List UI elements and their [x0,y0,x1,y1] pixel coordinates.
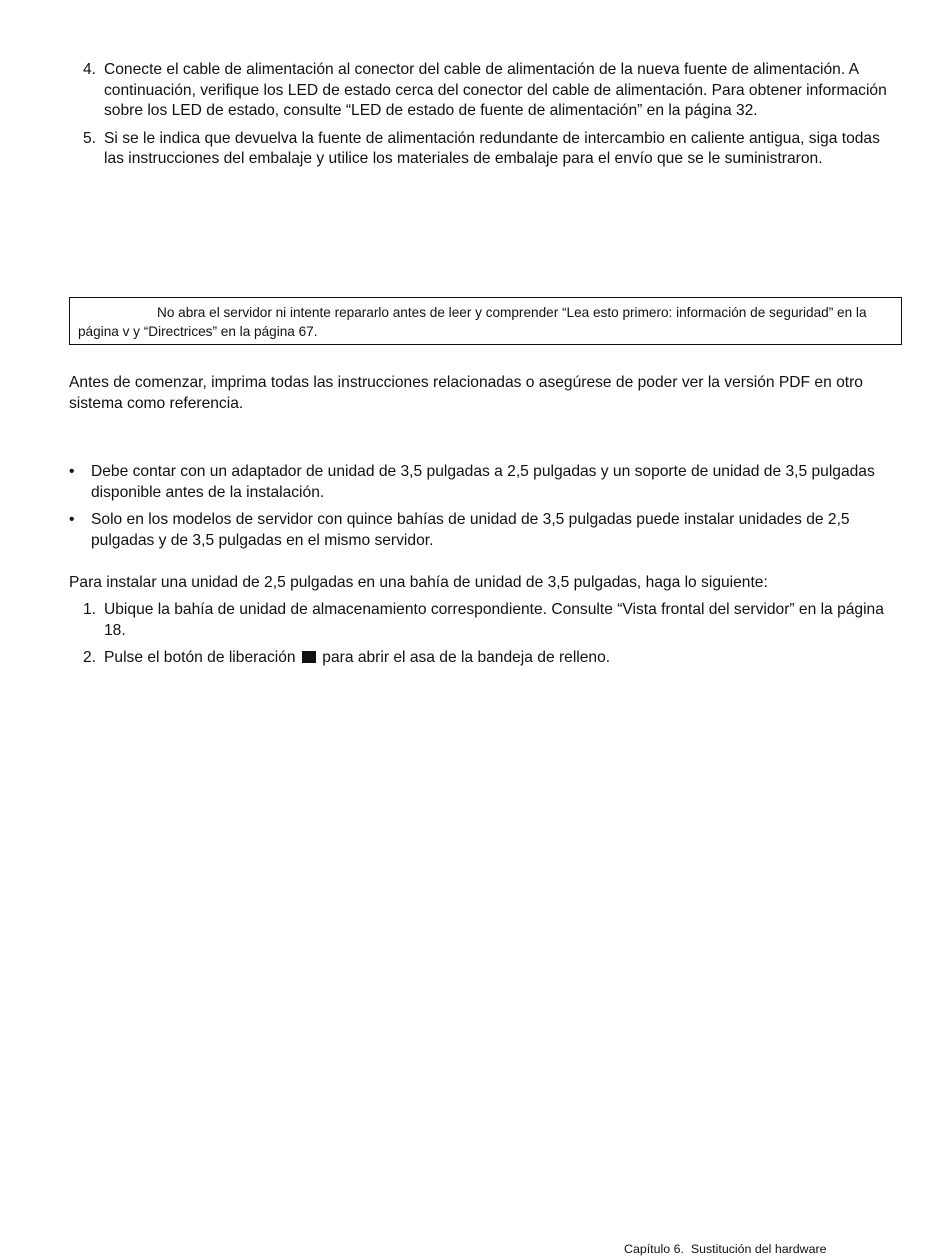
steps-top-list [69,60,901,177]
step-text: Ubique la bahía de unidad de almacenamiento correspondiente. Consulte “Vista frontal del servidor” en la página 18. [104,601,884,639]
steps-bottom-list [69,600,901,676]
safety-notice-box [69,297,902,345]
requirements-list [69,462,909,558]
page-footer [624,1242,827,1257]
step-text-before: Pulse el botón de liberación [104,649,296,667]
list-item [69,600,901,641]
footer-chapter: Capítulo 6. [624,1242,684,1256]
release-button-icon [302,651,316,663]
bullet-icon: • [69,463,75,480]
step-text: Si se le indica que devuelva la fuente de alimentación redundante de intercambio en caliente antigua, siga todas las instrucciones del embalaje y utilice los materiales de embalaje para el envío que se le suministraron. [104,129,880,168]
list-item [69,462,909,503]
step-number: 5. [82,129,96,147]
notice-text: No abra el servidor ni intente repararlo antes de leer y comprender “Lea esto primero: información de seguridad” en la página v y “Directrices” en la página 67. [78,305,867,339]
step-text: Conecte el cable de alimentación al conector del cable de alimentación de la nueva fuente de alimentación. A continuación, verifique los LED de estado cerca del conector del cable de alimentación. Para obtener información sobre los LED de estado, consulte “LED de estado de fuente de alimentación” en la página 32. [104,61,887,120]
list-item [69,60,901,122]
list-item [69,129,901,170]
footer-title: Sustitución del hardware [690,1242,827,1256]
list-item [69,648,901,669]
intro-paragraph: Antes de comenzar, imprima todas las instrucciones relacionadas o asegúrese de poder ver la versión PDF en otro sistema como referencia. [69,374,863,412]
step-text-after: para abrir el asa de la bandeja de relleno. [322,649,611,667]
list-item [69,510,909,551]
step-number: 4. [82,61,96,78]
bullet-icon: • [69,511,75,529]
step-number: 2. [82,649,96,667]
bullet-text: Solo en los modelos de servidor con quince bahías de unidad de 3,5 pulgadas puede instalar unidades de 2,5 pulgadas y de 3,5 pulgadas en el mismo servidor. [91,511,850,549]
bullet-text: Debe contar con un adaptador de unidad de 3,5 pulgadas a 2,5 pulgadas y un soporte de unidad de 3,5 pulgadas disponible antes de la instalación. [91,463,875,501]
procedure-intro: Para instalar una unidad de 2,5 pulgadas en una bahía de unidad de 3,5 pulgadas, haga lo siguiente: [69,574,768,591]
step-number: 1. [82,601,96,618]
